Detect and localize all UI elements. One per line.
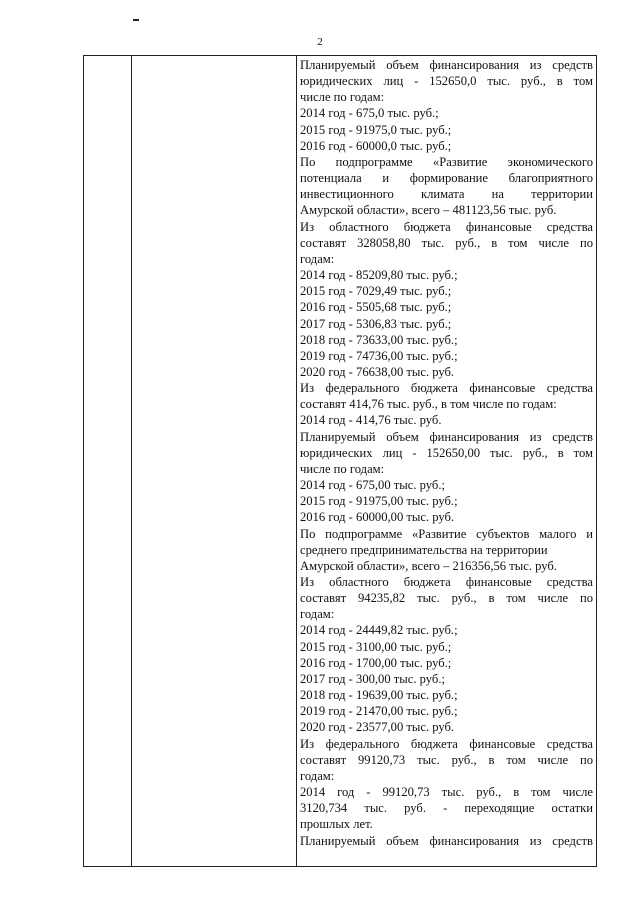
text-line: Из областного бюджета финансовые средства <box>300 575 593 589</box>
text-line: По подпрограмме «Развитие экономического <box>300 154 593 169</box>
text-line: 2014 год - 675,0 тыс. руб.; <box>300 106 439 121</box>
text-line: составят 94235,82 тыс. руб., в том числе по <box>300 591 593 606</box>
text-line: 2018 год - 19639,00 тыс. руб.; <box>300 688 458 703</box>
table-column-label <box>132 56 297 866</box>
text-line: составят 99120,73 тыс. руб., в том числе по <box>300 752 593 767</box>
text-line: Планируемый объем финансирования из средств <box>300 833 593 848</box>
text-line: 2016 год - 5505,68 тыс. руб.; <box>300 300 452 315</box>
text-line: Планируемый объем финансирования из средств <box>300 58 593 72</box>
table-column-content <box>297 56 596 866</box>
text-line: Амурской области», всего – 481123,56 тыс. руб. <box>300 203 557 218</box>
text-line: 2014 год - 85209,80 тыс. руб.; <box>300 268 458 283</box>
text-line: потенциала и формирование благоприятного <box>300 171 593 186</box>
text-line: 2014 год - 24449,82 тыс. руб.; <box>300 623 458 638</box>
text-line: Из федерального бюджета финансовые средства <box>300 736 593 751</box>
text-line: 2015 год - 3100,00 тыс. руб.; <box>300 639 452 654</box>
text-line: Из областного бюджета финансовые средства <box>300 219 593 234</box>
document-table <box>83 55 597 867</box>
text-line: 2016 год - 60000,00 тыс. руб. <box>300 510 455 525</box>
text-line: числе по годам: <box>300 461 385 476</box>
text-line: среднего предпринимательства на территории <box>300 542 548 557</box>
text-line: составят 414,76 тыс. руб., в том числе по годам: <box>300 397 557 412</box>
text-line: 2015 год - 91975,0 тыс. руб.; <box>300 122 452 137</box>
text-line: 2014 год - 99120,73 тыс. руб., в том числе <box>300 785 593 800</box>
scan-mark <box>133 19 139 21</box>
page-number: 2 <box>317 36 323 48</box>
text-line: составят 328058,80 тыс. руб., в том числе по <box>300 235 593 250</box>
text-line: Из федерального бюджета финансовые средства <box>300 381 593 396</box>
text-line: годам: <box>300 251 335 266</box>
text-line: юридических лиц - 152650,0 тыс. руб., в том <box>300 74 593 89</box>
text-line: 2017 год - 5306,83 тыс. руб.; <box>300 316 452 331</box>
text-line: числе по годам: <box>300 90 385 105</box>
text-line: юридических лиц - 152650,00 тыс. руб., в том <box>300 445 593 460</box>
text-line: 3120,734 тыс. руб. - переходящие остатки <box>300 801 593 816</box>
text-line: По подпрограмме «Развитие субъектов малого и <box>300 526 593 541</box>
table-column-number <box>84 56 132 866</box>
text-line: 2015 год - 91975,00 тыс. руб.; <box>300 494 458 509</box>
text-line: 2019 год - 21470,00 тыс. руб.; <box>300 704 458 719</box>
text-line: 2016 год - 1700,00 тыс. руб.; <box>300 655 452 670</box>
text-line: годам: <box>300 607 335 622</box>
text-line: инвестиционного климата на территории <box>300 187 593 202</box>
text-line: 2018 год - 73633,00 тыс. руб.; <box>300 332 458 347</box>
text-line: прошлых лет. <box>300 817 373 832</box>
text-line: 2014 год - 675,00 тыс. руб.; <box>300 478 445 493</box>
text-line: 2019 год - 74736,00 тыс. руб.; <box>300 348 458 363</box>
text-line: 2020 год - 76638,00 тыс. руб. <box>300 364 455 379</box>
text-line: 2016 год - 60000,0 тыс. руб.; <box>300 138 452 153</box>
text-line: Амурской области», всего – 216356,56 тыс. руб. <box>300 558 557 573</box>
text-line: Планируемый объем финансирования из средств <box>300 429 593 444</box>
text-line: 2020 год - 23577,00 тыс. руб. <box>300 720 455 735</box>
text-line: годам: <box>300 768 335 783</box>
text-line: 2017 год - 300,00 тыс. руб.; <box>300 671 445 686</box>
text-line: 2014 год - 414,76 тыс. руб. <box>300 413 442 428</box>
text-line: 2015 год - 7029,49 тыс. руб.; <box>300 284 452 299</box>
